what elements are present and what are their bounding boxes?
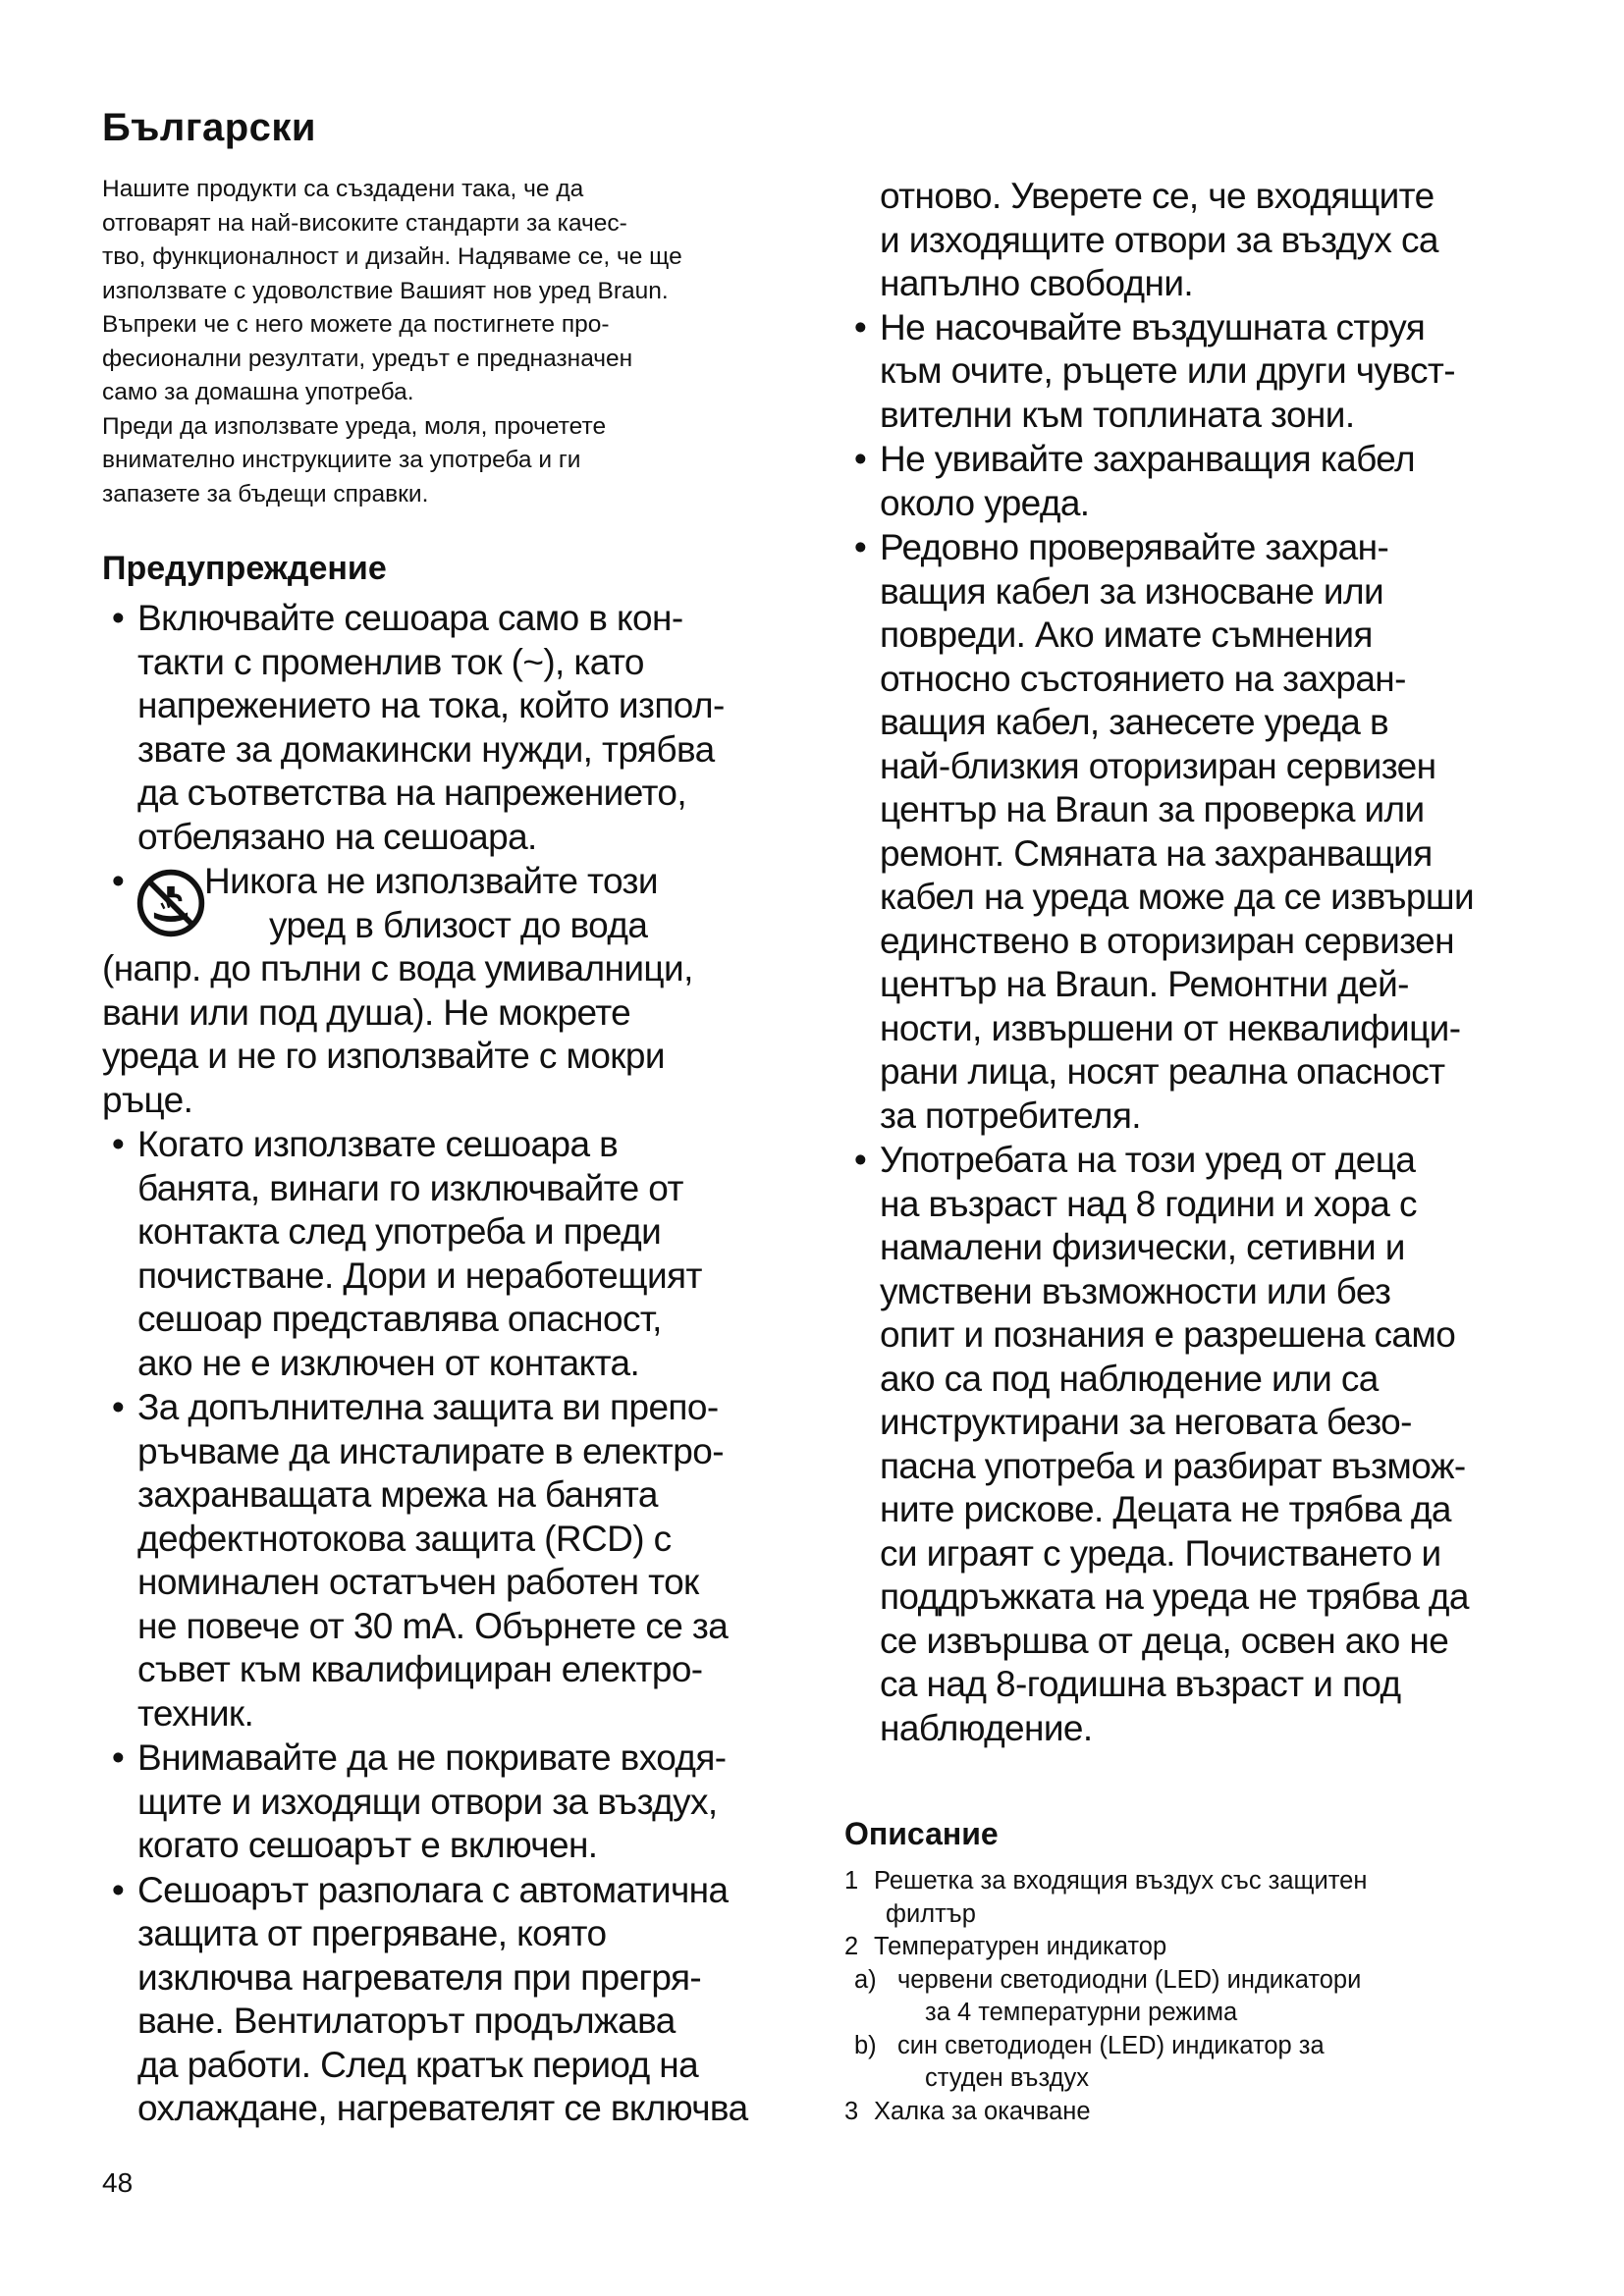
text-line: кабел на уреда може да се извърши [880, 877, 1475, 917]
text-line: Не увивайте захранващия кабел [880, 439, 1416, 479]
text-line: отбелязано на сешоара. [137, 816, 537, 857]
bullet: • [853, 306, 867, 347]
text-line: ръчваме да инсталирате в електро- [137, 1430, 724, 1471]
item-text: червени светодиодни (LED) индикатори [897, 1965, 1362, 1994]
page-title: Български [102, 106, 317, 149]
text-line: Включвайте сешоара само в кон- [137, 598, 683, 638]
warning-item [102, 1736, 809, 1868]
text-line: да работи. След кратък период на [137, 2044, 699, 2085]
text-line: охлаждане, нагревателят се включва [137, 2088, 748, 2128]
item-text-continued: студен въздух [925, 2064, 1089, 2092]
text-line: съвет към квалифициран електро- [137, 1649, 703, 1689]
intro-line: Нашите продукти са създадени така, че да [102, 176, 584, 202]
text-line: банята, винаги го изключвайте от [137, 1167, 683, 1208]
text-line: ръце. [102, 1079, 193, 1120]
text-line: ако не е изключен от контакта. [137, 1342, 640, 1383]
bullet: • [853, 439, 867, 479]
warning-item [102, 597, 809, 859]
warning-item [102, 1869, 809, 2131]
intro-line: запазете за бъдещи справки. [102, 480, 429, 507]
text-line: рани лица, носят реална опасност [880, 1051, 1445, 1092]
text-line: умствени възможности или без [880, 1270, 1391, 1311]
text-line: номинален остатъчен работен ток [137, 1562, 699, 1602]
warning-item-continued [844, 175, 1532, 306]
warning-item [102, 1123, 809, 1385]
text-line: ако са под наблюдение или са [880, 1358, 1379, 1399]
page-number: 48 [102, 2167, 134, 2198]
text-line: наблюдение. [880, 1707, 1093, 1748]
warning-item [102, 1386, 809, 1735]
text-line: ване. Вентилаторът продължава [137, 2001, 676, 2041]
text-line: на възраст над 8 години и хора с [880, 1183, 1417, 1224]
text-line: да съответства на напрежението, [137, 773, 687, 813]
warning-item [844, 1139, 1532, 1750]
bullet: • [111, 1387, 125, 1427]
text-line: почистване. Дори и неработещият [137, 1255, 702, 1296]
text-line: Сешоарът разполага с автоматична [137, 1869, 729, 1910]
warning-item [102, 860, 809, 1122]
warning-heading: Предупреждение [102, 550, 387, 587]
text-line: Употребата на този уред от деца [880, 1140, 1416, 1180]
intro-line: Въпреки че с него можете да постигнете про- [102, 311, 610, 338]
text-line: защита от прегряване, която [137, 1913, 607, 1953]
description-item [844, 2096, 1532, 2129]
text-line: звате за домакински нужди, трябва [137, 728, 715, 770]
text-line: се извършва от деца, освен ако не [880, 1620, 1449, 1661]
text-line: когато сешоарът е включен. [137, 1825, 598, 1865]
intro-paragraph [102, 173, 770, 511]
text-line: Когато използвате сешоара в [137, 1124, 619, 1164]
text-line: единствено в оторизиран сервизен [880, 920, 1454, 961]
text-line: уреда и не го използвайте с мокри [102, 1036, 665, 1076]
description-item [844, 1931, 1532, 1964]
description-subitem [844, 2030, 1532, 2063]
text-line: си играят с уреда. Почистването и [880, 1532, 1441, 1574]
warning-item [844, 438, 1532, 525]
bullet: • [111, 1869, 125, 1910]
warning-list-right [844, 175, 1532, 1751]
bullet: • [111, 861, 125, 901]
text-line: дефектнотокова защита (RCD) с [137, 1518, 672, 1559]
text-line: Не насочвайте въздушната струя [880, 306, 1426, 347]
text-line: център на Braun за проверка или [880, 789, 1425, 829]
intro-line: тво, функционалност и дизайн. Надяваме се, че ще [102, 243, 682, 270]
warning-list-left [102, 597, 809, 2132]
text-line: (напр. до пълни с вода умивалници, [102, 948, 693, 988]
item-number: a) [854, 1965, 877, 1994]
text-line: най-близкия оторизиран сервизен [880, 745, 1436, 786]
intro-line: само за домашна употреба. [102, 379, 414, 405]
text-line: са над 8-годишна възраст и под [880, 1664, 1401, 1704]
intro-line: внимателно инструкциите за употреба и ги [102, 447, 581, 473]
text-line: Никога не използвайте този [204, 861, 658, 901]
bullet: • [853, 1140, 867, 1180]
text-line: ващия кабел, занесете уреда в [880, 702, 1389, 742]
item-number: 1 [844, 1867, 859, 1895]
text-line: отново. Уверете се, че входящите [880, 176, 1435, 216]
text-line: инструктирани за неговата безо- [880, 1402, 1412, 1442]
item-text: Халка за окачване [874, 2097, 1091, 2125]
bullet: • [111, 1124, 125, 1164]
bullet: • [111, 598, 125, 638]
text-line: ности, извършени от неквалифици- [880, 1007, 1461, 1048]
bullet: • [853, 527, 867, 567]
item-number: 3 [844, 2097, 859, 2125]
text-line: техник. [137, 1692, 254, 1734]
text-line: опит и познания е разрешена само [880, 1314, 1456, 1355]
text-line: контакта след употреба и преди [137, 1211, 662, 1252]
text-line: ремонт. Смяната на захранващия [880, 832, 1433, 874]
item-number: b) [854, 2031, 877, 2059]
text-line: изключва нагревателя при прегря- [137, 1956, 702, 1998]
description-list [844, 1865, 1532, 2128]
text-line: щите и изходящи отвори за въздух, [137, 1781, 718, 1822]
text-line: напълно свободни. [880, 263, 1194, 303]
text-line: Внимавайте да не покривате входя- [137, 1737, 727, 1778]
intro-line: Преди да използвате уреда, моля, прочетете [102, 412, 607, 440]
intro-line: фесионални резултати, уредът е предназначен [102, 345, 633, 372]
item-text: син светодиоден (LED) индикатор за [897, 2031, 1325, 2059]
text-line: около уреда. [880, 482, 1090, 523]
item-text: Решетка за входящия въздух със защитен [874, 1867, 1368, 1895]
text-line: и изходящите отвори за въздух са [880, 219, 1438, 260]
text-line: пасна употреба и разбират възмож- [880, 1445, 1466, 1486]
text-line: Редовно проверявайте захран- [880, 527, 1389, 567]
text-line: уред в близост до вода [269, 904, 648, 945]
text-line: не повече от 30 mA. Обърнете се за [137, 1605, 729, 1646]
no-water-warning-icon [134, 866, 208, 940]
bullet: • [111, 1737, 125, 1778]
text-line: ните рискове. Децата не трябва да [880, 1489, 1451, 1529]
text-line: ващия кабел за износване или [880, 570, 1384, 612]
warning-item [844, 306, 1532, 438]
text-line: такти с променлив ток (~), като [137, 641, 644, 682]
item-text-continued: за 4 температурни режима [925, 1999, 1238, 2026]
warning-item [844, 526, 1532, 1138]
text-line: намалени физически, сетивни и [880, 1227, 1405, 1267]
item-number: 2 [844, 1933, 859, 1960]
item-text-continued: филтър [886, 1899, 976, 1928]
text-line: към очите, ръцете или други чувст- [880, 350, 1455, 391]
item-text: Температурен индикатор [874, 1933, 1167, 1960]
description-subitem [844, 1964, 1532, 1998]
intro-line: отговарят на най-високите стандарти за качес- [102, 209, 627, 237]
description-heading: Описание [844, 1816, 999, 1851]
intro-line: използвате с удоволствие Вашият нов уред Braun. [102, 277, 669, 304]
text-line: сешоар представлява опасност, [137, 1299, 662, 1339]
text-line: за потребителя. [880, 1095, 1141, 1136]
text-line: относно състоянието на захран- [880, 658, 1406, 699]
text-line: повреди. Ако имате съмнения [880, 614, 1373, 655]
text-line: напрежението на тока, който изпол- [137, 685, 725, 725]
text-line: поддръжката на уреда не трябва да [880, 1576, 1469, 1617]
text-line: вителни към топлината зони. [880, 394, 1355, 435]
description-item [844, 1865, 1532, 1898]
text-line: вани или под душа). Не мокрете [102, 991, 631, 1033]
text-line: захранващата мрежа на банята [137, 1474, 658, 1515]
text-line: За допълнителна защита ви препо- [137, 1387, 719, 1427]
text-line: център на Braun. Ремонтни дей- [880, 964, 1409, 1004]
